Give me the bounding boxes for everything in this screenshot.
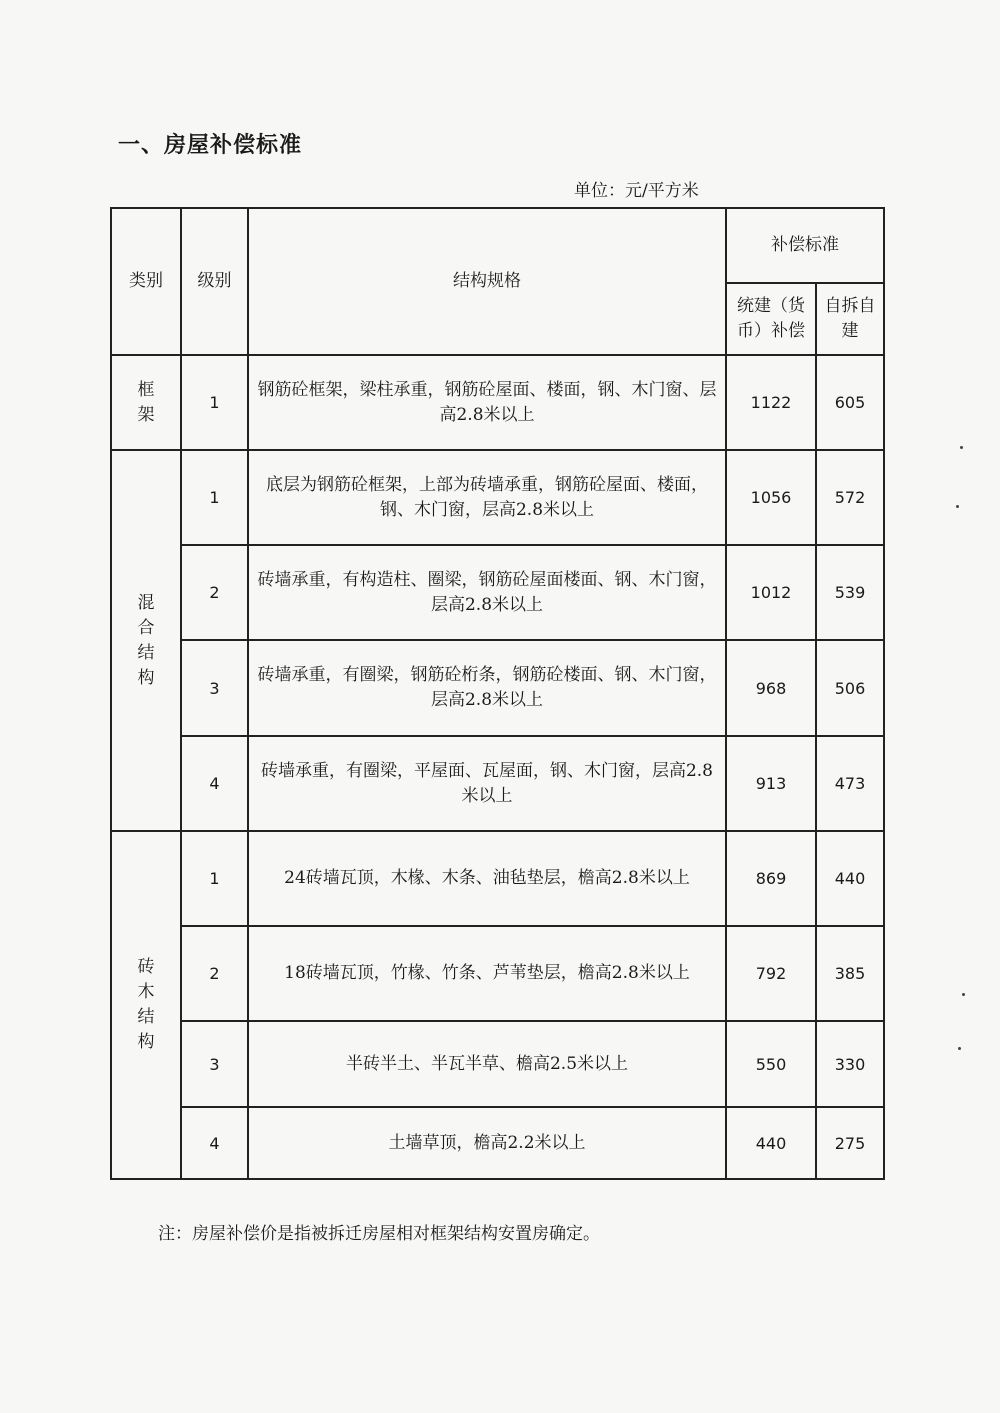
unified-value-cell: 1122 (726, 355, 816, 450)
grade-cell: 1 (181, 355, 248, 450)
header-unified: 统建（货币）补偿 (726, 283, 816, 355)
unified-value-cell: 792 (726, 926, 816, 1021)
grade-cell: 2 (181, 545, 248, 640)
self-value-cell: 385 (816, 926, 884, 1021)
footnote: 注：房屋补偿价是指被拆迁房屋相对框架结构安置房确定。 (158, 1224, 600, 1244)
category-char: 构 (137, 1032, 155, 1052)
unified-value-cell: 1056 (726, 450, 816, 545)
compensation-table (110, 207, 885, 1180)
spec-cell: 砖墙承重，有圈梁，钢筋砼桁条，钢筋砼楼面、钢、木门窗，层高2.8米以上 (248, 640, 726, 736)
category-char: 架 (137, 404, 155, 425)
unified-value-cell: 968 (726, 640, 816, 736)
self-value-cell: 539 (816, 545, 884, 640)
grade-cell: 4 (181, 736, 248, 831)
self-value-cell: 473 (816, 736, 884, 831)
category-char: 结 (137, 642, 155, 663)
category-cell (111, 450, 181, 831)
table-row (111, 831, 884, 926)
unified-value-cell: 550 (726, 1021, 816, 1107)
header-spec: 结构规格 (248, 208, 726, 355)
unit-label: 单位：元/平方米 (574, 181, 699, 201)
header-grade: 级别 (181, 208, 248, 355)
spec-cell: 砖墙承重，有构造柱、圈梁，钢筋砼屋面楼面、钢、木门窗，层高2.8米以上 (248, 545, 726, 640)
grade-cell: 3 (181, 1021, 248, 1107)
grade-cell: 3 (181, 640, 248, 736)
header-self: 自拆自建 (816, 283, 884, 355)
category-cell (111, 355, 181, 450)
table-row (111, 450, 884, 545)
table-row (111, 736, 884, 831)
scan-speck (962, 993, 965, 996)
header-category: 类别 (111, 208, 181, 355)
spec-cell: 24砖墙瓦顶，木椽、木条、油毡垫层，檐高2.8米以上 (248, 831, 726, 926)
spec-cell: 底层为钢筋砼框架，上部为砖墙承重，钢筋砼屋面、楼面，钢、木门窗，层高2.8米以上 (248, 450, 726, 545)
table-row (111, 926, 884, 1021)
category-char: 砖 (137, 957, 155, 977)
table-row (111, 355, 884, 450)
category-char: 构 (137, 667, 155, 688)
self-value-cell: 330 (816, 1021, 884, 1107)
section-heading: 一、房屋补偿标准 (118, 133, 303, 158)
table-row (111, 545, 884, 640)
header-row-top (111, 208, 884, 283)
self-value-cell: 440 (816, 831, 884, 926)
unified-value-cell: 869 (726, 831, 816, 926)
self-value-cell: 275 (816, 1107, 884, 1179)
grade-cell: 4 (181, 1107, 248, 1179)
table-row (111, 640, 884, 736)
spec-cell: 钢筋砼框架，梁柱承重，钢筋砼屋面、楼面，钢、木门窗、层高2.8米以上 (248, 355, 726, 450)
spec-cell: 砖墙承重，有圈梁，平屋面、瓦屋面，钢、木门窗，层高2.8米以上 (248, 736, 726, 831)
category-char: 混 (137, 592, 155, 613)
category-char: 框 (137, 379, 155, 400)
self-value-cell: 506 (816, 640, 884, 736)
table-row (111, 1107, 884, 1179)
unified-value-cell: 1012 (726, 545, 816, 640)
category-cell (111, 831, 181, 1179)
spec-cell: 土墙草顶，檐高2.2米以上 (248, 1107, 726, 1179)
self-value-cell: 605 (816, 355, 884, 450)
category-char: 结 (137, 1007, 155, 1027)
unified-value-cell: 440 (726, 1107, 816, 1179)
spec-cell: 18砖墙瓦顶，竹椽、竹条、芦苇垫层，檐高2.8米以上 (248, 926, 726, 1021)
grade-cell: 1 (181, 831, 248, 926)
spec-cell: 半砖半土、半瓦半草、檐高2.5米以上 (248, 1021, 726, 1107)
scan-speck (958, 1047, 961, 1050)
grade-cell: 2 (181, 926, 248, 1021)
unified-value-cell: 913 (726, 736, 816, 831)
header-compensation: 补偿标准 (726, 208, 884, 283)
self-value-cell: 572 (816, 450, 884, 545)
grade-cell: 1 (181, 450, 248, 545)
scan-speck (956, 505, 959, 508)
scan-speck (960, 446, 963, 449)
category-char: 木 (137, 982, 155, 1002)
table-row (111, 1021, 884, 1107)
category-char: 合 (137, 617, 155, 638)
